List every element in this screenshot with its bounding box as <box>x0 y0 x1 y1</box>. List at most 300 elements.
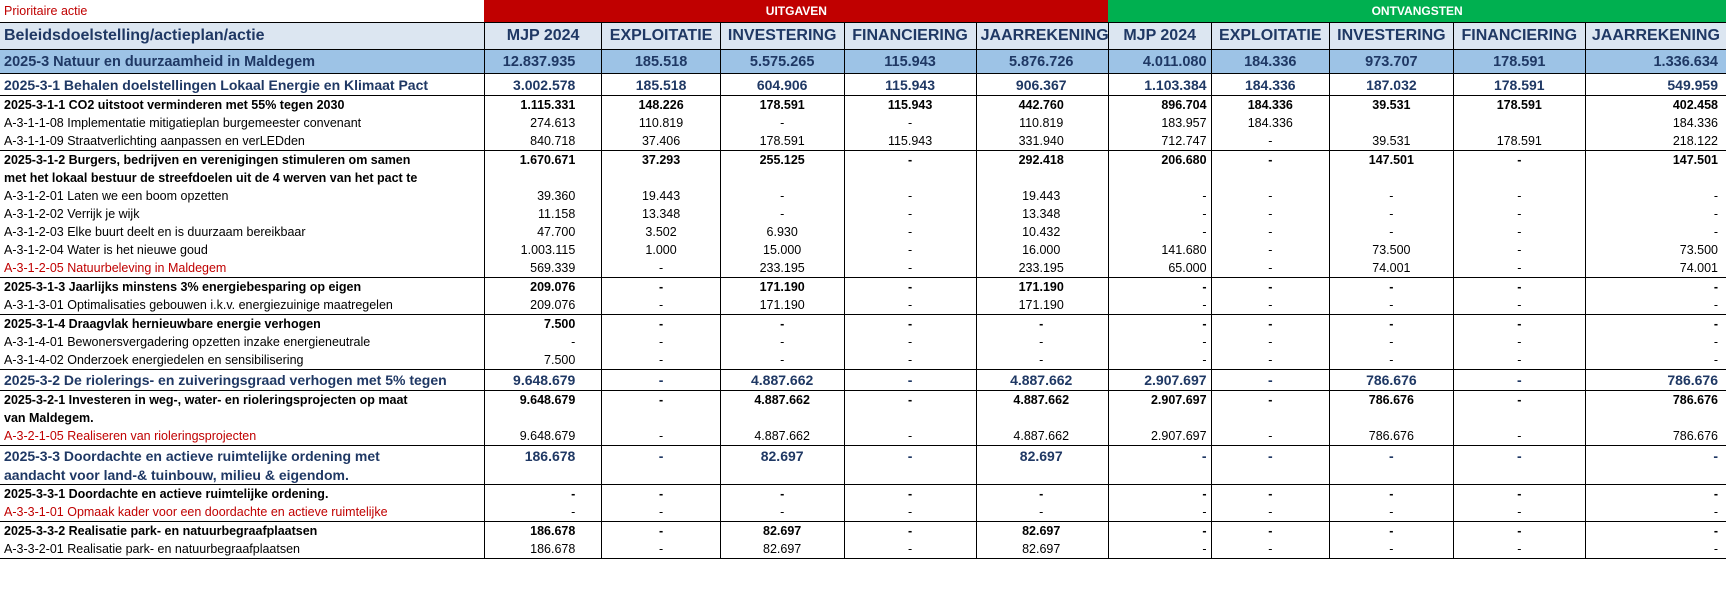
row-value <box>1108 409 1211 427</box>
row-value: 19.443 <box>602 187 720 205</box>
row-value: 82.697 <box>976 446 1108 466</box>
row-value: 11.158 <box>484 205 601 223</box>
row-value: - <box>1108 223 1211 241</box>
row-value: 19.443 <box>976 187 1108 205</box>
row-value: 973.707 <box>1330 50 1454 74</box>
row-value: - <box>1330 351 1454 370</box>
row-value: 4.887.662 <box>720 427 844 446</box>
row-value: - <box>1585 333 1726 351</box>
row-value: - <box>1330 522 1454 541</box>
row-value: - <box>1211 522 1329 541</box>
row-value: - <box>1211 132 1329 151</box>
row-value: - <box>1211 223 1329 241</box>
header-label: Beleidsdoelstelling/actieplan/actie <box>0 23 484 50</box>
row-value: - <box>1211 259 1329 278</box>
row-value: 73.500 <box>1585 241 1726 259</box>
row-value: - <box>1453 446 1585 466</box>
row-value: - <box>602 278 720 297</box>
row-value: - <box>602 370 720 391</box>
row-value: - <box>720 333 844 351</box>
row-value: - <box>1108 522 1211 541</box>
row-value: - <box>976 485 1108 504</box>
row-value: - <box>1330 296 1454 315</box>
table-row <box>0 503 1726 522</box>
row-value: - <box>1211 446 1329 466</box>
row-value: 274.613 <box>484 114 601 132</box>
table-row <box>0 278 1726 297</box>
row-value: - <box>1108 503 1211 522</box>
row-value: 3.002.578 <box>484 74 601 96</box>
row-value: 9.648.679 <box>484 370 601 391</box>
row-value: - <box>1211 351 1329 370</box>
row-value: - <box>1330 503 1454 522</box>
row-label: A-3-1-1-08 Implementatie mitigatieplan burgemeester convenant <box>4 116 362 130</box>
row-value: - <box>602 333 720 351</box>
row-label: met het lokaal bestuur de streefdoelen uit de 4 werven van het pact te <box>4 171 418 185</box>
row-label: 2025-3-2 De riolerings- en zuiveringsgraad verhogen met 5% tegen <box>0 370 484 391</box>
row-value <box>1211 465 1329 485</box>
row-value: - <box>976 351 1108 370</box>
row-value: - <box>720 205 844 223</box>
row-value <box>976 465 1108 485</box>
row-value: - <box>484 503 601 522</box>
row-value: 2.907.697 <box>1108 391 1211 410</box>
row-value: - <box>1453 540 1585 559</box>
row-value <box>1453 114 1585 132</box>
row-label: 2025-3-1 Behalen doelstellingen Lokaal Energie en Klimaat Pact <box>0 74 484 96</box>
row-value: - <box>844 370 976 391</box>
row-value: - <box>1211 315 1329 334</box>
row-value: 13.348 <box>976 205 1108 223</box>
row-value: - <box>844 427 976 446</box>
row-value: 233.195 <box>976 259 1108 278</box>
row-value: - <box>844 485 976 504</box>
table-row <box>0 223 1726 241</box>
row-label: A-3-1-2-03 Elke buurt deelt en is duurzaam bereikbaar <box>4 225 306 239</box>
col-header-financiering-ont: FINANCIERING <box>1453 23 1585 50</box>
row-value <box>602 465 720 485</box>
row-value: - <box>1211 278 1329 297</box>
row-value: - <box>1453 151 1585 170</box>
row-value: - <box>844 187 976 205</box>
table-row <box>0 333 1726 351</box>
row-value <box>1585 409 1726 427</box>
row-value: - <box>1211 187 1329 205</box>
row-value: - <box>976 333 1108 351</box>
row-value: 187.032 <box>1330 74 1454 96</box>
row-value: 16.000 <box>976 241 1108 259</box>
row-value: - <box>1108 315 1211 334</box>
row-value: 4.887.662 <box>976 427 1108 446</box>
row-value: 37.406 <box>602 132 720 151</box>
table-row <box>0 446 1726 466</box>
row-value: - <box>720 485 844 504</box>
row-value: - <box>844 503 976 522</box>
row-value: - <box>1330 540 1454 559</box>
row-value: - <box>1330 278 1454 297</box>
row-value: - <box>720 114 844 132</box>
row-label: A-3-3-1-01 Opmaak kader voor een doordachte en actieve ruimtelijke <box>4 505 388 519</box>
row-value: - <box>1585 223 1726 241</box>
row-value: 115.943 <box>844 96 976 115</box>
row-label: aandacht voor land-& tuinbouw, milieu & eigendom. <box>4 466 349 483</box>
row-value: - <box>1453 187 1585 205</box>
col-header-exploitatie-uit: EXPLOITATIE <box>602 23 720 50</box>
table-row <box>0 96 1726 115</box>
row-value: - <box>1453 391 1585 410</box>
row-value <box>844 169 976 187</box>
table-row <box>0 485 1726 504</box>
row-value <box>1585 465 1726 485</box>
table-row <box>0 427 1726 446</box>
row-value: 4.887.662 <box>720 391 844 410</box>
row-value: 569.339 <box>484 259 601 278</box>
row-value: 10.432 <box>976 223 1108 241</box>
col-header-mjp-uit: MJP 2024 <box>484 23 601 50</box>
row-value: 178.591 <box>1453 132 1585 151</box>
row-value: - <box>844 540 976 559</box>
uitgaven-group-header: UITGAVEN <box>484 0 1108 23</box>
row-value: 115.943 <box>844 74 976 96</box>
row-value <box>484 409 601 427</box>
row-value <box>1108 169 1211 187</box>
row-value: 178.591 <box>720 132 844 151</box>
row-value: 184.336 <box>1585 114 1726 132</box>
row-value: - <box>1108 296 1211 315</box>
row-value: 1.670.671 <box>484 151 601 170</box>
row-value: 47.700 <box>484 223 601 241</box>
row-value: 906.367 <box>976 74 1108 96</box>
row-value: - <box>1211 370 1329 391</box>
row-value: 185.518 <box>602 74 720 96</box>
row-value <box>602 409 720 427</box>
row-value: - <box>1108 351 1211 370</box>
group-header-row <box>0 0 1726 23</box>
row-value: - <box>844 259 976 278</box>
row-value: 2.907.697 <box>1108 370 1211 391</box>
row-value: - <box>1108 333 1211 351</box>
row-value: - <box>844 223 976 241</box>
row-value: - <box>1211 333 1329 351</box>
row-label: 2025-3 Natuur en duurzaamheid in Maldegem <box>0 50 484 74</box>
row-value: - <box>1453 223 1585 241</box>
row-value: - <box>1585 540 1726 559</box>
row-value: - <box>1453 296 1585 315</box>
col-header-financiering-uit: FINANCIERING <box>844 23 976 50</box>
row-value: 171.190 <box>976 278 1108 297</box>
row-value: 7.500 <box>484 315 601 334</box>
row-label: 2025-3-1-2 Burgers, bedrijven en verenigingen stimuleren om samen <box>0 151 484 170</box>
row-value: 178.591 <box>1453 96 1585 115</box>
row-value: 786.676 <box>1585 427 1726 446</box>
row-value: 171.190 <box>720 296 844 315</box>
row-value: - <box>1330 223 1454 241</box>
row-value: 141.680 <box>1108 241 1211 259</box>
table-row <box>0 187 1726 205</box>
row-value <box>1211 169 1329 187</box>
column-header-row <box>0 23 1726 50</box>
row-value: 171.190 <box>720 278 844 297</box>
row-value: - <box>1453 241 1585 259</box>
row-value: 549.959 <box>1585 74 1726 96</box>
row-value: 178.591 <box>1453 50 1585 74</box>
row-value: - <box>1211 540 1329 559</box>
row-value: - <box>1453 259 1585 278</box>
row-value: - <box>1108 540 1211 559</box>
table-row <box>0 114 1726 132</box>
row-value <box>484 465 601 485</box>
row-value: - <box>602 503 720 522</box>
row-value: 4.887.662 <box>720 370 844 391</box>
row-value: 185.518 <box>602 50 720 74</box>
row-value: 292.418 <box>976 151 1108 170</box>
row-value <box>1108 465 1211 485</box>
row-value: 9.648.679 <box>484 391 601 410</box>
row-value: - <box>484 333 601 351</box>
table-row <box>0 132 1726 151</box>
row-label: A-3-1-4-01 Bewonersvergadering opzetten inzake energieneutrale <box>4 335 371 349</box>
row-value: - <box>844 522 976 541</box>
row-value <box>720 465 844 485</box>
row-value: - <box>1108 446 1211 466</box>
row-value: - <box>602 315 720 334</box>
table-row <box>0 522 1726 541</box>
row-value: 6.930 <box>720 223 844 241</box>
row-label: 2025-3-3-2 Realisatie park- en natuurbegraafplaatsen <box>0 522 484 541</box>
row-value: - <box>1211 503 1329 522</box>
row-value: 712.747 <box>1108 132 1211 151</box>
row-value: - <box>1108 205 1211 223</box>
row-value: - <box>1585 278 1726 297</box>
row-value <box>844 465 976 485</box>
row-label: A-3-1-1-09 Straatverlichting aanpassen en verLEDden <box>4 134 305 148</box>
row-value: 1.000 <box>602 241 720 259</box>
row-value: - <box>1453 522 1585 541</box>
row-value: - <box>976 503 1108 522</box>
row-value: 82.697 <box>720 522 844 541</box>
row-value: 4.887.662 <box>976 391 1108 410</box>
row-value: - <box>1330 446 1454 466</box>
row-label: A-3-1-2-01 Laten we een boom opzetten <box>4 189 229 203</box>
row-label: 2025-3-1-4 Draagvlak hernieuwbare energie verhogen <box>0 315 484 334</box>
row-value: 184.336 <box>1211 50 1329 74</box>
row-value: 9.648.679 <box>484 427 601 446</box>
row-value: - <box>1211 296 1329 315</box>
row-value <box>1211 409 1329 427</box>
row-label: A-3-1-3-01 Optimalisaties gebouwen i.k.v. energiezuinige maatregelen <box>4 298 393 312</box>
row-value: 39.360 <box>484 187 601 205</box>
row-value: - <box>1211 151 1329 170</box>
row-value: 1.336.634 <box>1585 50 1726 74</box>
row-value: 147.501 <box>1585 151 1726 170</box>
table-row <box>0 169 1726 187</box>
row-value: - <box>844 241 976 259</box>
table-row <box>0 74 1726 96</box>
row-value: 5.575.265 <box>720 50 844 74</box>
row-value <box>844 409 976 427</box>
row-value: - <box>1108 187 1211 205</box>
row-value: - <box>720 503 844 522</box>
row-value: - <box>844 391 976 410</box>
priority-legend: Prioritaire actie <box>4 4 88 18</box>
table-row <box>0 315 1726 334</box>
row-value: - <box>1211 391 1329 410</box>
row-value <box>720 169 844 187</box>
row-value: 148.226 <box>602 96 720 115</box>
row-value: - <box>1585 446 1726 466</box>
row-value: 186.678 <box>484 540 601 559</box>
row-label: A-3-1-2-04 Water is het nieuwe goud <box>4 243 208 257</box>
row-value: 218.122 <box>1585 132 1726 151</box>
row-label: A-3-1-2-05 Natuurbeleving in Maldegem <box>4 261 227 275</box>
row-value: 110.819 <box>976 114 1108 132</box>
row-value: 896.704 <box>1108 96 1211 115</box>
row-value: 73.500 <box>1330 241 1454 259</box>
row-value: - <box>1330 485 1454 504</box>
row-value: - <box>1585 187 1726 205</box>
row-value: - <box>1453 278 1585 297</box>
row-value: - <box>1330 187 1454 205</box>
row-value: 37.293 <box>602 151 720 170</box>
row-value: 171.190 <box>976 296 1108 315</box>
table-row <box>0 370 1726 391</box>
row-value: 4.011.080 <box>1108 50 1211 74</box>
row-value: 74.001 <box>1330 259 1454 278</box>
col-header-investering-uit: INVESTERING <box>720 23 844 50</box>
row-label: A-3-1-4-02 Onderzoek energiedelen en sensibilisering <box>4 353 304 367</box>
table-row <box>0 151 1726 170</box>
table-row <box>0 540 1726 559</box>
col-header-mjp-ont: MJP 2024 <box>1108 23 1211 50</box>
row-value: 840.718 <box>484 132 601 151</box>
row-value: - <box>844 114 976 132</box>
row-value <box>976 169 1108 187</box>
row-value: - <box>1585 296 1726 315</box>
row-value <box>484 169 601 187</box>
row-value: - <box>1453 370 1585 391</box>
row-value: 184.336 <box>1211 96 1329 115</box>
row-value: 65.000 <box>1108 259 1211 278</box>
row-value: - <box>1453 427 1585 446</box>
row-value: 1.115.331 <box>484 96 601 115</box>
row-value: 183.957 <box>1108 114 1211 132</box>
row-value: - <box>1453 485 1585 504</box>
row-value: - <box>844 151 976 170</box>
row-value: 209.076 <box>484 296 601 315</box>
table-row <box>0 391 1726 410</box>
row-value: 786.676 <box>1330 427 1454 446</box>
table-row <box>0 351 1726 370</box>
row-value: 786.676 <box>1585 391 1726 410</box>
row-value: - <box>1585 205 1726 223</box>
col-header-jaarrekening-ont: JAARREKENING <box>1585 23 1726 50</box>
row-value: 15.000 <box>720 241 844 259</box>
row-value: - <box>602 391 720 410</box>
row-label: van Maldegem. <box>4 411 94 425</box>
row-value: 147.501 <box>1330 151 1454 170</box>
row-value: 82.697 <box>720 540 844 559</box>
row-value <box>1585 169 1726 187</box>
row-value: 178.591 <box>720 96 844 115</box>
row-label: 2025-3-3 Doordachte en actieve ruimtelijke ordening met <box>0 446 484 466</box>
row-value: 115.943 <box>844 50 976 74</box>
ontvangsten-group-header: ONTVANGSTEN <box>1108 0 1726 23</box>
table-row <box>0 296 1726 315</box>
row-value: 3.502 <box>602 223 720 241</box>
col-header-exploitatie-ont: EXPLOITATIE <box>1211 23 1329 50</box>
row-value: - <box>1453 315 1585 334</box>
table-row <box>0 259 1726 278</box>
row-value: - <box>1585 522 1726 541</box>
row-value <box>976 409 1108 427</box>
row-value: - <box>1211 205 1329 223</box>
row-value: 4.887.662 <box>976 370 1108 391</box>
row-value: 604.906 <box>720 74 844 96</box>
row-value: - <box>844 446 976 466</box>
row-value <box>1330 409 1454 427</box>
row-value: - <box>844 315 976 334</box>
row-value: - <box>1453 351 1585 370</box>
row-value: 12.837.935 <box>484 50 601 74</box>
row-value: - <box>1108 485 1211 504</box>
row-value: - <box>1211 485 1329 504</box>
table-row <box>0 241 1726 259</box>
row-value <box>1453 465 1585 485</box>
row-value: 2.907.697 <box>1108 427 1211 446</box>
row-value: - <box>844 205 976 223</box>
table-row <box>0 205 1726 223</box>
row-value: 39.531 <box>1330 96 1454 115</box>
table-row <box>0 465 1726 485</box>
row-value: 74.001 <box>1585 259 1726 278</box>
row-value: 184.336 <box>1211 114 1329 132</box>
row-value: - <box>1211 427 1329 446</box>
row-value: - <box>1453 333 1585 351</box>
table-row <box>0 409 1726 427</box>
row-label: 2025-3-3-1 Doordachte en actieve ruimtelijke ordening. <box>0 485 484 504</box>
row-value: 186.678 <box>484 446 601 466</box>
col-header-jaarrekening-uit: JAARREKENING <box>976 23 1108 50</box>
row-value: 442.760 <box>976 96 1108 115</box>
col-header-investering-ont: INVESTERING <box>1330 23 1454 50</box>
row-value: - <box>844 351 976 370</box>
row-value: - <box>844 278 976 297</box>
row-label: A-3-1-2-02 Verrijk je wijk <box>4 207 140 221</box>
row-value: 331.940 <box>976 132 1108 151</box>
row-value <box>1453 409 1585 427</box>
row-value: 1.003.115 <box>484 241 601 259</box>
row-value: - <box>720 351 844 370</box>
row-value: - <box>1211 241 1329 259</box>
row-value: 206.680 <box>1108 151 1211 170</box>
row-value: - <box>1330 315 1454 334</box>
row-value: - <box>1585 485 1726 504</box>
row-value: 786.676 <box>1330 391 1454 410</box>
row-value: 13.348 <box>602 205 720 223</box>
row-value: 82.697 <box>976 522 1108 541</box>
row-value <box>602 169 720 187</box>
row-value: - <box>602 427 720 446</box>
row-value: - <box>602 485 720 504</box>
row-value: - <box>602 540 720 559</box>
row-label: 2025-3-1-1 CO2 uitstoot verminderen met 55% tegen 2030 <box>0 96 484 115</box>
row-value: - <box>602 259 720 278</box>
row-value: 186.678 <box>484 522 601 541</box>
row-value: 233.195 <box>720 259 844 278</box>
row-value: - <box>602 351 720 370</box>
row-value: 82.697 <box>720 446 844 466</box>
row-value: - <box>602 522 720 541</box>
